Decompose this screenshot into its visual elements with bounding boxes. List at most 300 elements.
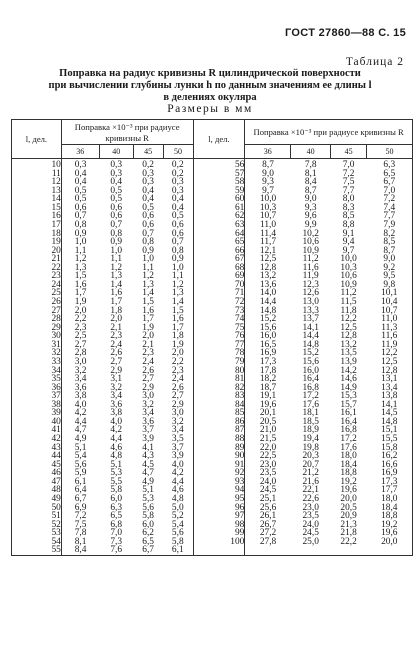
cell-correction: 7,0 [342, 160, 355, 170]
cell-correction: 11,5 [340, 297, 357, 307]
cell-correction: 21,5 [259, 434, 277, 444]
cell-correction: 0,6 [142, 211, 154, 222]
cell-correction: 18,2 [259, 374, 277, 385]
cell-correction: 10,6 [302, 237, 319, 248]
cell-correction: 11,0 [367, 315, 413, 324]
radius-header: 50 [367, 145, 413, 159]
cell-l-value: 63 [193, 221, 245, 230]
cell-correction: 10,3 [259, 202, 277, 213]
cell-correction: 22,2 [340, 536, 357, 547]
cell-correction: 11,8 [340, 305, 357, 316]
cell-correction: 0,4 [74, 177, 87, 188]
cell-correction: 1,6 [142, 305, 154, 316]
cell-correction: 6,2 [142, 528, 154, 539]
cell-correction: 19,6 [259, 399, 277, 410]
cell-correction: 9,2 [367, 264, 413, 273]
cell-correction: 10,6 [340, 271, 357, 282]
cell-correction: 9,0 [262, 168, 274, 179]
cell-l-value: 21 [12, 255, 62, 264]
cell-correction: 4,7 [74, 425, 87, 436]
cell-correction: 23,0 [259, 459, 277, 470]
cell-correction: 0,3 [74, 160, 87, 170]
cell-l-value: 98 [193, 521, 245, 530]
cell-correction: 1,5 [163, 307, 193, 316]
cell-correction: 0,5 [74, 194, 87, 205]
cell-l-value: 17 [12, 221, 62, 230]
cell-correction: 9,3 [304, 202, 317, 213]
cell-correction: 20,7 [302, 459, 319, 470]
cell-correction: 16,9 [367, 469, 413, 478]
cell-correction: 2,1 [110, 322, 123, 333]
cell-l-value: 28 [12, 315, 62, 324]
cell-l-value: 44 [12, 452, 62, 461]
cell-correction: 1,8 [110, 305, 123, 316]
cell-correction: 16,4 [302, 374, 319, 385]
cell-correction: 1,4 [110, 279, 123, 290]
cell-l-value: 94 [193, 486, 245, 495]
cell-correction: 21,8 [340, 528, 357, 539]
cell-correction: 5,8 [163, 538, 193, 547]
cell-correction: 18,0 [340, 451, 357, 462]
cell-correction: 12,5 [340, 322, 357, 333]
cell-l-value: 40 [12, 418, 62, 427]
cell-l-value: 100 [193, 538, 245, 547]
table-row [12, 159, 413, 170]
cell-correction: 10,7 [259, 211, 277, 222]
cell-l-value: 53 [12, 529, 62, 538]
radius-header: 36 [245, 145, 291, 159]
cell-correction: 7,2 [342, 168, 355, 179]
cell-l-value: 10 [12, 159, 62, 170]
cell-correction: 20,3 [302, 451, 319, 462]
cell-l-value: 77 [193, 341, 245, 350]
cell-correction: 17,6 [302, 399, 319, 410]
cell-correction: 2,7 [142, 374, 154, 385]
cell-correction: 5,3 [110, 468, 123, 479]
cell-correction: 19,2 [367, 521, 413, 530]
cell-l-value: 55 [12, 546, 62, 555]
cell-correction: 0,3 [142, 168, 154, 179]
cell-l-value: 20 [12, 247, 62, 256]
cell-correction: 12,5 [259, 254, 277, 265]
cell-l-value: 79 [193, 358, 245, 367]
cell-correction: 0,4 [110, 177, 123, 188]
cell-correction: 0,3 [110, 168, 123, 179]
cell-correction: 11,9 [302, 271, 319, 282]
cell-l-value: 41 [12, 426, 62, 435]
cell-l-value: 60 [193, 195, 245, 204]
cell-correction: 8,7 [304, 185, 317, 196]
cell-l-value: 71 [193, 289, 245, 298]
cell-l-value: 84 [193, 401, 245, 410]
cell-correction: 3,7 [163, 444, 193, 453]
cell-correction: 27,8 [259, 536, 277, 547]
cell-correction: 5,1 [110, 459, 123, 470]
cell-correction: 17,3 [367, 478, 413, 487]
cell-correction: 3,6 [74, 382, 87, 393]
cell-l-value: 82 [193, 384, 245, 393]
cell-correction: 6,4 [74, 485, 87, 496]
cell-correction: 0,8 [74, 219, 87, 230]
cell-correction: 9,6 [304, 211, 317, 222]
cell-correction: 7,8 [304, 160, 317, 170]
cell-correction: 4,0 [74, 399, 87, 410]
cell-correction: 9,5 [367, 272, 413, 281]
cell-correction: 7,0 [367, 187, 413, 196]
cell-correction [367, 546, 413, 555]
cell-l-value: 11 [12, 170, 62, 179]
cell-correction: 3,6 [142, 416, 154, 427]
cell-l-value: 59 [193, 187, 245, 196]
cell-correction: 16,9 [259, 348, 277, 359]
col-header-l-left: l, дел. [12, 120, 62, 159]
cell-correction: 2,4 [142, 356, 154, 367]
cell-correction: 2,6 [142, 365, 154, 376]
cell-correction: 14,0 [259, 288, 277, 299]
cell-correction: 1,0 [74, 237, 87, 248]
cell-correction: 0,5 [163, 212, 193, 221]
cell-correction: 5,2 [163, 512, 193, 521]
cell-l-value: 49 [12, 495, 62, 504]
cell-correction: 3,9 [142, 434, 154, 444]
radius-header: 50 [163, 145, 193, 159]
cell-correction: 9,8 [367, 281, 413, 290]
cell-correction: 0,6 [74, 202, 87, 213]
cell-correction: 20,9 [340, 511, 357, 522]
cell-correction: 25,1 [259, 493, 277, 504]
cell-correction: 0,3 [163, 178, 193, 187]
cell-correction: 14,1 [367, 401, 413, 410]
cell-correction: 14,8 [259, 305, 277, 316]
cell-l-value: 16 [12, 212, 62, 221]
cell-l-value: 70 [193, 281, 245, 290]
cell-correction: 9,0 [304, 194, 317, 205]
cell-correction: 4,0 [163, 461, 193, 470]
cell-correction: 3,7 [142, 425, 154, 436]
cell-correction: 0,2 [163, 159, 193, 170]
cell-correction: 17,2 [340, 434, 357, 444]
cell-correction: 15,7 [340, 399, 357, 410]
cell-correction: 0,7 [110, 219, 123, 230]
cell-correction: 1,9 [74, 297, 87, 307]
cell-l-value: 42 [12, 435, 62, 444]
cell-correction: 7,8 [74, 528, 87, 539]
cell-correction: 4,2 [163, 469, 193, 478]
cell-correction: 11,9 [367, 341, 413, 350]
cell-l-value: 52 [12, 521, 62, 530]
cell-correction: 11,7 [260, 237, 277, 248]
cell-l-value: 29 [12, 324, 62, 333]
cell-correction: 11,6 [302, 262, 319, 273]
cell-correction: 0,6 [163, 221, 193, 230]
cell-correction: 1,6 [74, 279, 87, 290]
cell-correction: 5,4 [163, 521, 193, 530]
cell-correction: 7,3 [110, 536, 123, 547]
cell-correction [245, 546, 291, 555]
cell-correction: 18,7 [259, 382, 277, 393]
cell-correction: 0,6 [110, 202, 123, 213]
cell-correction: 2,4 [163, 375, 193, 384]
cell-l-value: 97 [193, 512, 245, 521]
cell-correction: 0,6 [163, 230, 193, 239]
cell-l-value: 26 [12, 298, 62, 307]
cell-correction: 0,3 [142, 177, 154, 188]
cell-correction: 10,7 [367, 307, 413, 316]
cell-correction: 1,9 [163, 341, 193, 350]
cell-correction: 0,7 [74, 211, 87, 222]
cell-correction: 5,1 [142, 485, 154, 496]
cell-correction: 24,5 [302, 528, 319, 539]
radius-header: 40 [99, 145, 133, 159]
radius-header: 40 [291, 145, 331, 159]
cell-l-value [193, 546, 245, 555]
cell-correction: 5,3 [142, 493, 154, 504]
cell-correction: 12,5 [367, 358, 413, 367]
cell-correction: 14,9 [340, 382, 357, 393]
cell-l-value: 38 [12, 401, 62, 410]
cell-l-value: 95 [193, 495, 245, 504]
cell-correction: 13,6 [259, 279, 277, 290]
cell-correction: 5,1 [74, 442, 87, 453]
cell-correction: 15,1 [367, 426, 413, 435]
cell-correction: 8,7 [367, 247, 413, 256]
table-row [12, 546, 413, 555]
cell-correction: 0,7 [142, 228, 154, 239]
cell-correction: 9,0 [367, 255, 413, 264]
cell-correction: 1,9 [142, 322, 154, 333]
cell-correction: 9,3 [262, 177, 274, 188]
cell-correction: 4,0 [110, 416, 123, 427]
cell-l-value: 62 [193, 212, 245, 221]
cell-l-value: 36 [12, 384, 62, 393]
cell-correction: 6,9 [74, 502, 87, 513]
cell-correction: 17,2 [302, 391, 319, 402]
cell-correction: 0,5 [110, 194, 123, 205]
cell-correction: 8,4 [304, 177, 317, 188]
cell-correction: 13,8 [367, 392, 413, 401]
cell-l-value: 69 [193, 272, 245, 281]
col-header-l-right: l, дел. [193, 120, 245, 159]
cell-correction: 6,7 [133, 546, 163, 555]
cell-correction: 26,7 [259, 519, 277, 530]
cell-correction: 2,3 [110, 331, 123, 342]
cell-correction: 3,4 [142, 408, 154, 419]
cell-correction: 7,7 [342, 185, 355, 196]
cell-correction: 18,4 [367, 504, 413, 513]
cell-correction: 10,3 [340, 262, 357, 273]
cell-correction: 2,5 [74, 331, 87, 342]
cell-correction: 21,2 [302, 468, 319, 479]
cell-correction: 16,1 [340, 408, 357, 419]
col-header-group-left: Поправка ×10⁻³ при радиусе кривизны R [61, 120, 193, 145]
cell-correction: 0,8 [110, 228, 123, 239]
cell-correction: 13,5 [340, 348, 357, 359]
cell-correction: 16,5 [259, 339, 277, 350]
cell-correction: 11,4 [260, 228, 277, 239]
cell-correction: 12,8 [367, 367, 413, 376]
cell-correction: 16,0 [302, 365, 319, 376]
cell-l-value: 22 [12, 264, 62, 273]
cell-correction: 1,5 [142, 297, 154, 307]
table-caption [40, 68, 380, 104]
cell-correction: 27,2 [259, 528, 277, 539]
cell-correction: 0,4 [142, 185, 154, 196]
cell-correction: 5,0 [163, 504, 193, 513]
cell-l-value: 92 [193, 469, 245, 478]
cell-correction: 3,4 [74, 374, 87, 385]
sizes-label: Размеры в мм [167, 103, 253, 115]
cell-l-value: 86 [193, 418, 245, 427]
cell-correction: 16,6 [367, 461, 413, 470]
cell-l-value: 72 [193, 298, 245, 307]
cell-correction: 3,2 [110, 382, 123, 393]
cell-l-value: 43 [12, 444, 62, 453]
cell-correction: 1,2 [110, 262, 123, 273]
cell-correction: 0,9 [142, 245, 154, 256]
cell-l-value: 47 [12, 478, 62, 487]
cell-correction: 16,8 [302, 382, 319, 393]
cell-correction: 3,8 [74, 391, 87, 402]
cell-correction: 19,6 [367, 529, 413, 538]
cell-l-value: 90 [193, 452, 245, 461]
cell-correction: 12,8 [340, 331, 357, 342]
cell-correction: 13,3 [302, 305, 319, 316]
table-body [12, 159, 413, 556]
cell-correction: 1,2 [163, 281, 193, 290]
cell-l-value: 99 [193, 529, 245, 538]
radius-header: 45 [133, 145, 163, 159]
cell-l-value: 68 [193, 264, 245, 273]
cell-correction: 1,0 [110, 245, 123, 256]
cell-correction: 5,6 [142, 502, 154, 513]
cell-correction: 7,6 [99, 546, 133, 555]
cell-correction: 0,6 [142, 219, 154, 230]
cell-correction: 20,0 [367, 538, 413, 547]
caption-line-2: при вычислении глубины лунки h по данным значениям ее длины l [48, 80, 372, 91]
cell-correction: 5,5 [110, 476, 123, 487]
cell-correction: 8,2 [367, 230, 413, 239]
cell-correction: 3,0 [163, 409, 193, 418]
cell-correction: 8,7 [262, 160, 274, 170]
cell-correction: 2,8 [74, 348, 87, 359]
cell-l-value: 32 [12, 349, 62, 358]
radius-header: 36 [61, 145, 99, 159]
caption-line-1: Поправка на радиус кривизны R цилиндрической поверхности [59, 68, 361, 79]
cell-l-value: 74 [193, 315, 245, 324]
cell-l-value: 13 [12, 187, 62, 196]
cell-correction: 20,5 [259, 416, 277, 427]
cell-correction: 25,6 [259, 502, 277, 513]
cell-l-value: 57 [193, 170, 245, 179]
cell-correction: 4,4 [110, 434, 123, 444]
cell-correction: 3,4 [163, 426, 193, 435]
cell-l-value: 48 [12, 486, 62, 495]
cell-correction: 11,3 [367, 324, 413, 333]
cell-correction: 15,3 [340, 391, 357, 402]
cell-correction: 0,3 [163, 187, 193, 196]
cell-correction: 2,9 [163, 401, 193, 410]
cell-correction: 20,5 [340, 502, 357, 513]
cell-correction: 4,9 [74, 434, 87, 444]
cell-correction: 1,7 [142, 314, 154, 325]
cell-correction: 4,1 [142, 442, 154, 453]
cell-correction: 19,4 [302, 434, 319, 444]
cell-correction: 9,1 [342, 228, 355, 239]
cell-correction: 4,6 [110, 442, 123, 453]
cell-correction: 18,9 [302, 425, 319, 436]
cell-correction: 1,2 [142, 271, 154, 282]
cell-correction: 2,0 [142, 331, 154, 342]
cell-correction: 3,1 [110, 374, 123, 385]
cell-l-value: 54 [12, 538, 62, 547]
cell-correction: 15,5 [367, 435, 413, 444]
cell-correction: 6,0 [142, 519, 154, 530]
cell-correction: 25,0 [302, 536, 319, 547]
cell-correction: 3,0 [74, 356, 87, 367]
cell-correction: 18,5 [302, 416, 319, 427]
cell-l-value: 58 [193, 178, 245, 187]
cell-correction: 17,3 [259, 356, 277, 367]
cell-correction: 1,5 [74, 271, 87, 282]
doc-reference: ГОСТ 27860—88 С. 15 [285, 27, 406, 39]
cell-correction: 5,9 [74, 468, 87, 479]
cell-correction: 14,4 [302, 331, 319, 342]
cell-l-value: 14 [12, 195, 62, 204]
cell-correction: 1,2 [74, 254, 87, 265]
cell-correction: 4,8 [110, 451, 123, 462]
cell-correction: 3,9 [163, 452, 193, 461]
cell-correction: 1,7 [163, 324, 193, 333]
cell-correction: 1,0 [142, 254, 154, 265]
cell-correction: 10,9 [340, 279, 357, 290]
cell-correction: 0,4 [163, 204, 193, 213]
cell-correction: 15,2 [259, 314, 277, 325]
cell-correction: 2,2 [74, 314, 87, 325]
radius-header: 45 [331, 145, 367, 159]
cell-correction: 10,0 [340, 254, 357, 265]
cell-correction: 0,8 [142, 237, 154, 248]
cell-correction: 24,0 [302, 519, 319, 530]
cell-correction: 15,2 [302, 348, 319, 359]
cell-l-value: 12 [12, 178, 62, 187]
cell-correction: 10,2 [302, 228, 319, 239]
cell-l-value: 85 [193, 409, 245, 418]
cell-correction: 2,3 [163, 367, 193, 376]
cell-correction: 1,4 [142, 288, 154, 299]
cell-correction: 8,5 [342, 211, 355, 222]
cell-correction: 2,6 [110, 348, 123, 359]
col-header-group-right: Поправка ×10⁻³ при радиусе кривизны R [245, 120, 413, 145]
cell-correction: 23,0 [302, 502, 319, 513]
cell-l-value: 34 [12, 367, 62, 376]
cell-correction: 14,1 [302, 322, 319, 333]
cell-correction: 16,8 [340, 425, 357, 436]
cell-correction: 18,8 [340, 468, 357, 479]
cell-correction: 13,9 [340, 356, 357, 367]
cell-correction: 6,5 [367, 170, 413, 179]
cell-correction: 2,7 [74, 339, 87, 350]
cell-correction: 26,1 [259, 511, 277, 522]
cell-correction: 6,1 [74, 476, 87, 487]
table-label: Таблица 2 [345, 56, 404, 68]
cell-correction: 6,5 [110, 511, 123, 522]
cell-correction: 22,6 [302, 493, 319, 504]
cell-correction: 4,3 [142, 451, 154, 462]
table-row [12, 538, 413, 547]
cell-l-value: 45 [12, 461, 62, 470]
cell-l-value: 65 [193, 238, 245, 247]
cell-l-value: 64 [193, 230, 245, 239]
